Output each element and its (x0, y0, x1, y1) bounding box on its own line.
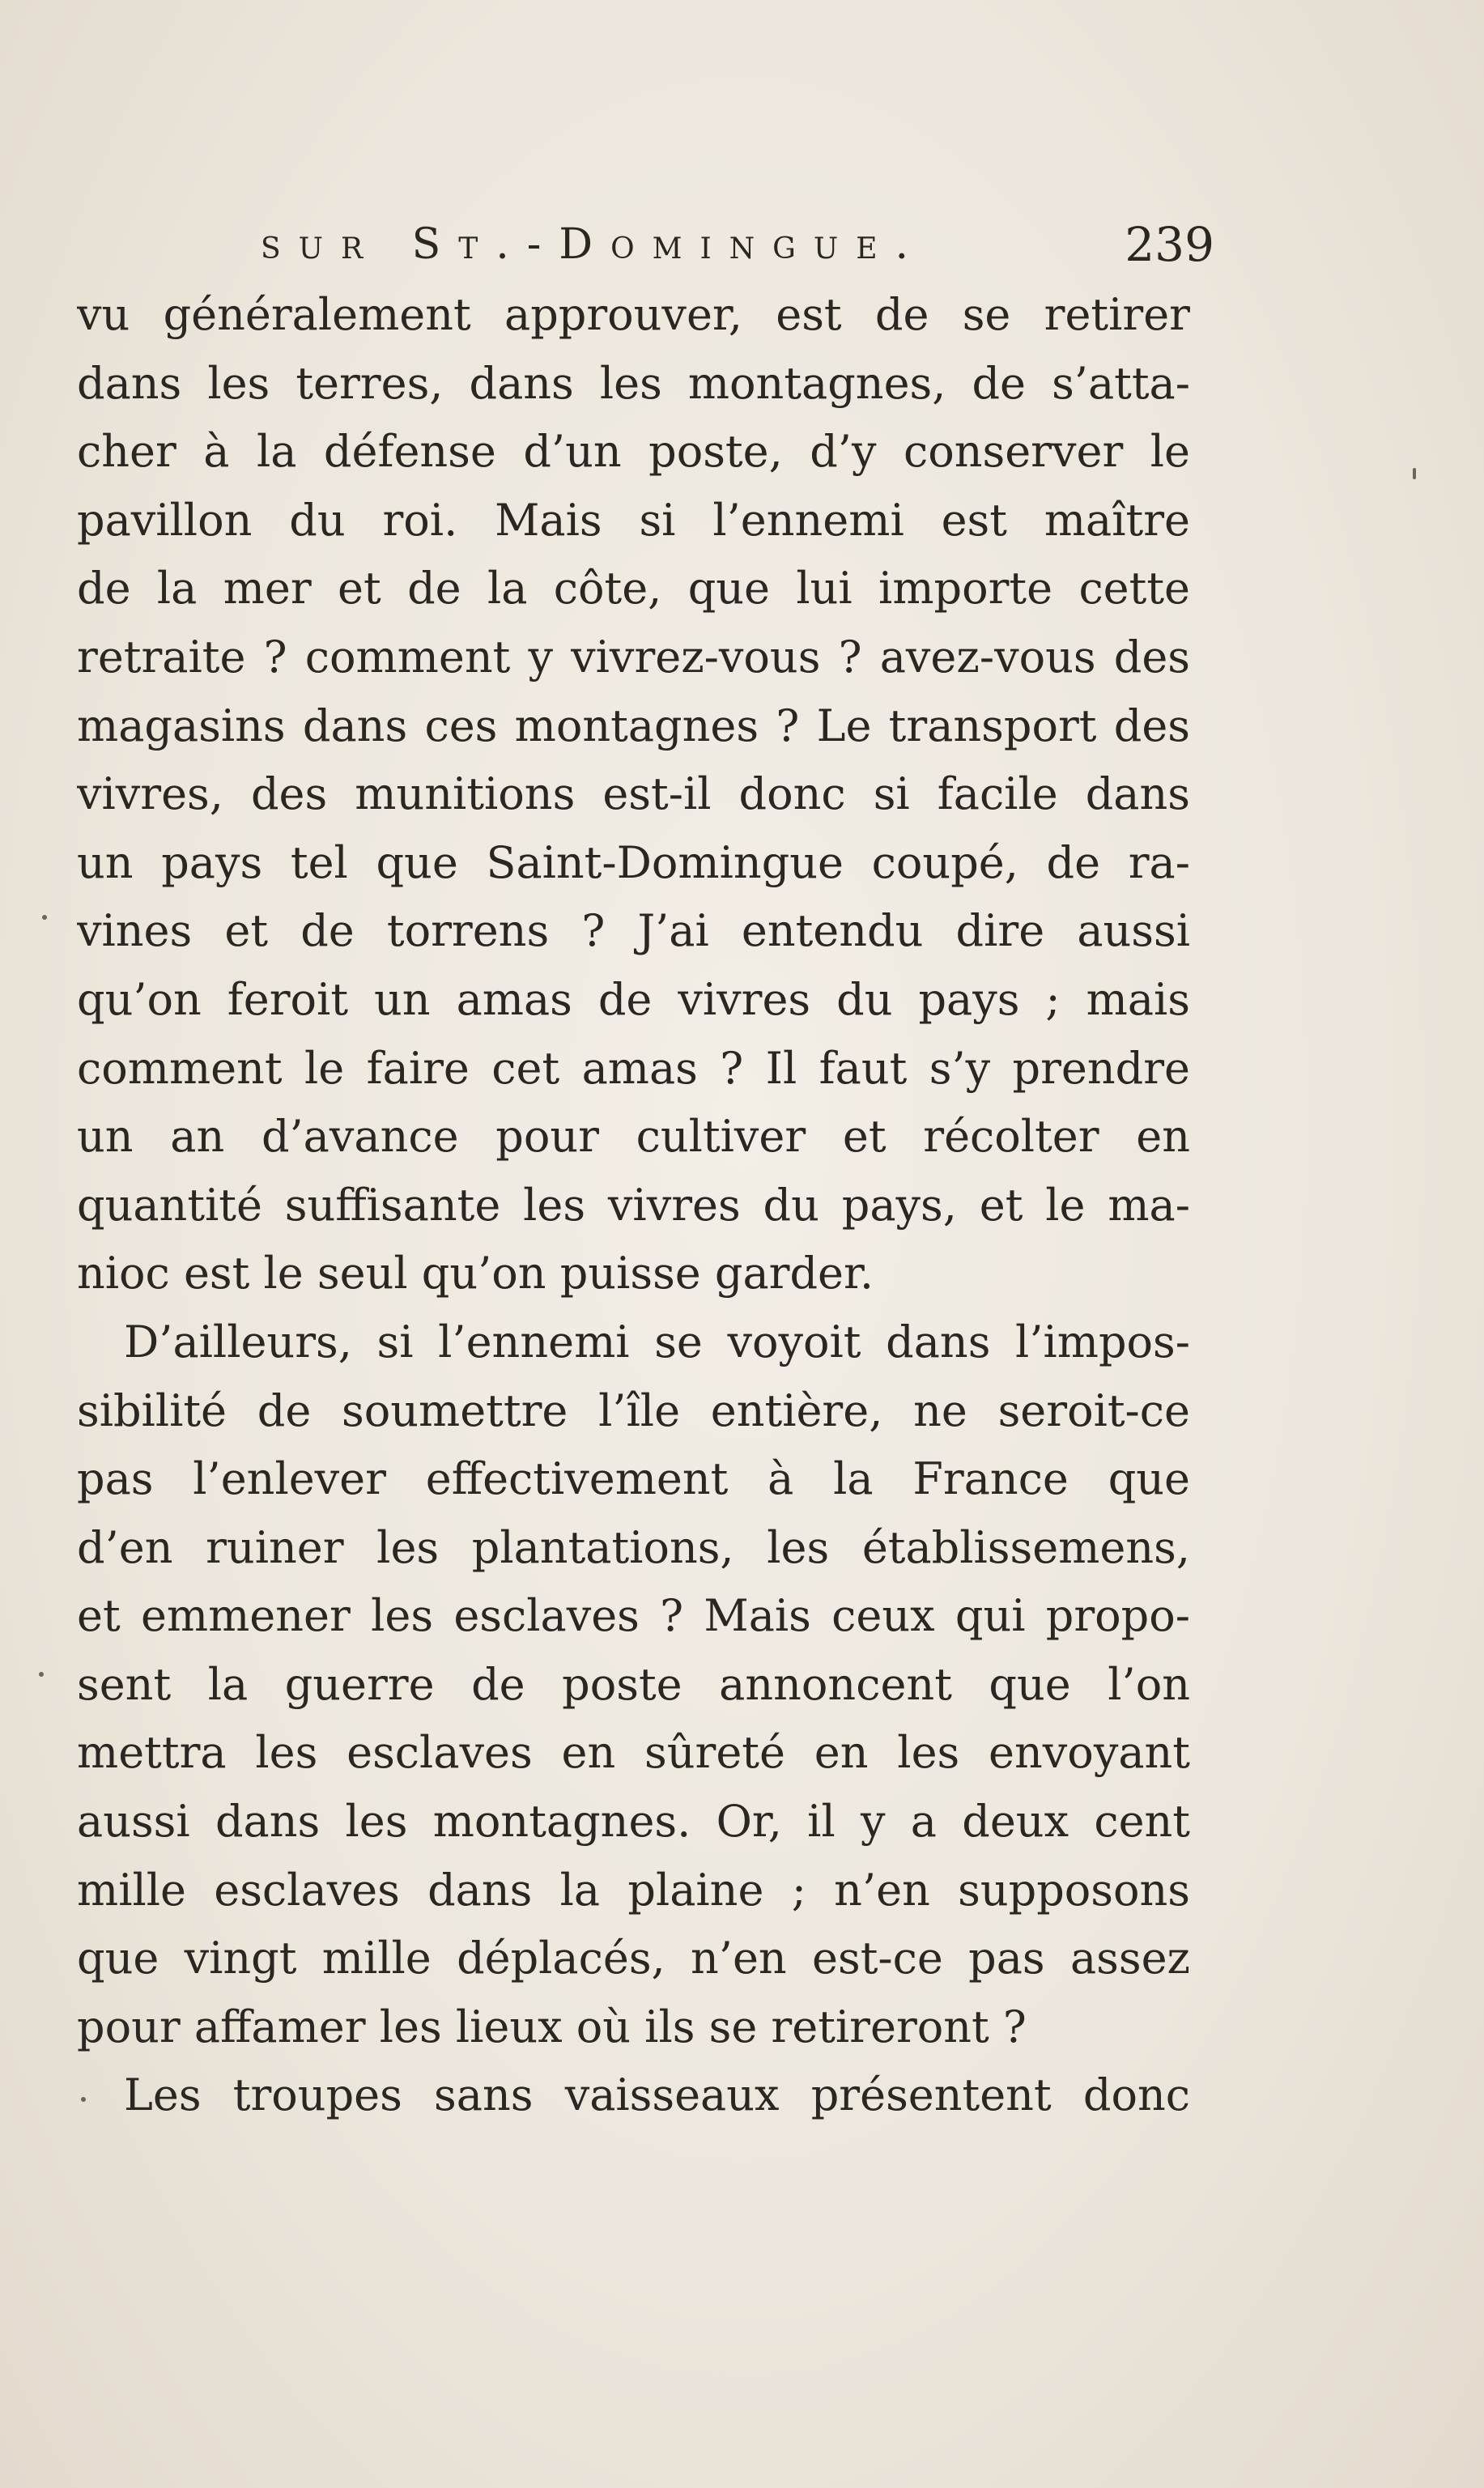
text-line: de la mer et de la côte, que lui importe cette (77, 563, 1190, 615)
text-line: retraite ? comment y vivrez-vous ? avez-vous des (77, 631, 1190, 683)
text-line: magasins dans ces montagnes ? Le transport des (77, 700, 1190, 751)
paper-speck (39, 1672, 44, 1677)
text-line: mille esclaves dans la plaine ; n’en supposons (77, 1864, 1190, 1916)
page-number: 239 (1125, 217, 1214, 272)
text-line: mettra les esclaves en sûreté en les envoyant (77, 1727, 1190, 1779)
text-line: un an d’avance pour cultiver et récolter en (77, 1111, 1190, 1163)
text-line: vines et de torrens ? J’ai entendu dire aussi (77, 905, 1190, 957)
text-line: aussi dans les montagnes. Or, il y a deux cent (77, 1796, 1190, 1848)
text-line: pavillon du roi. Mais si l’ennemi est maître (77, 494, 1190, 546)
text-line: dans les terres, dans les montagnes, de s’atta- (77, 357, 1190, 409)
running-head-title: sur St.-Domingue. (261, 220, 927, 269)
body-text (77, 281, 1190, 2130)
text-line: pour affamer les lieux où ils se retireront ? (77, 2001, 1027, 2052)
paper-speck (81, 2097, 86, 2102)
text-line: sent la guerre de poste annoncent que l’on (77, 1658, 1190, 1710)
text-line: et emmener les esclaves ? Mais ceux qui propo- (77, 1590, 1190, 1642)
text-line: qu’on feroit un amas de vivres du pays ; mais (77, 973, 1190, 1025)
text-line: sibilité de soumettre l’île entière, ne seroit-ce (77, 1384, 1190, 1436)
text-line: D’ailleurs, si l’ennemi se voyoit dans l’impos- (124, 1316, 1190, 1367)
text-line: pas l’enlever effectivement à la France que (77, 1453, 1190, 1505)
text-line: nioc est le seul qu’on puisse garder. (77, 1248, 874, 1299)
text-line: vivres, des munitions est-il donc si facile dans (77, 768, 1190, 820)
text-line: vu généralement approuver, est de se retirer (77, 289, 1190, 340)
text-line: un pays tel que Saint-Domingue coupé, de ra- (77, 836, 1190, 888)
paper-speck (1413, 468, 1416, 479)
text-line: que vingt mille déplacés, n’en est-ce pas assez (77, 1933, 1190, 1984)
text-line: comment le faire cet amas ? Il faut s’y prendre (77, 1042, 1190, 1094)
paper-speck (42, 915, 47, 920)
text-line: cher à la défense d’un poste, d’y conserver le (77, 426, 1190, 478)
text-line: Les troupes sans vaisseaux présentent donc (124, 2069, 1190, 2121)
running-head (261, 212, 1214, 277)
text-line: quantité suffisante les vivres du pays, et le ma- (77, 1179, 1190, 1231)
text-line: d’en ruiner les plantations, les établissemens, (77, 1521, 1190, 1573)
